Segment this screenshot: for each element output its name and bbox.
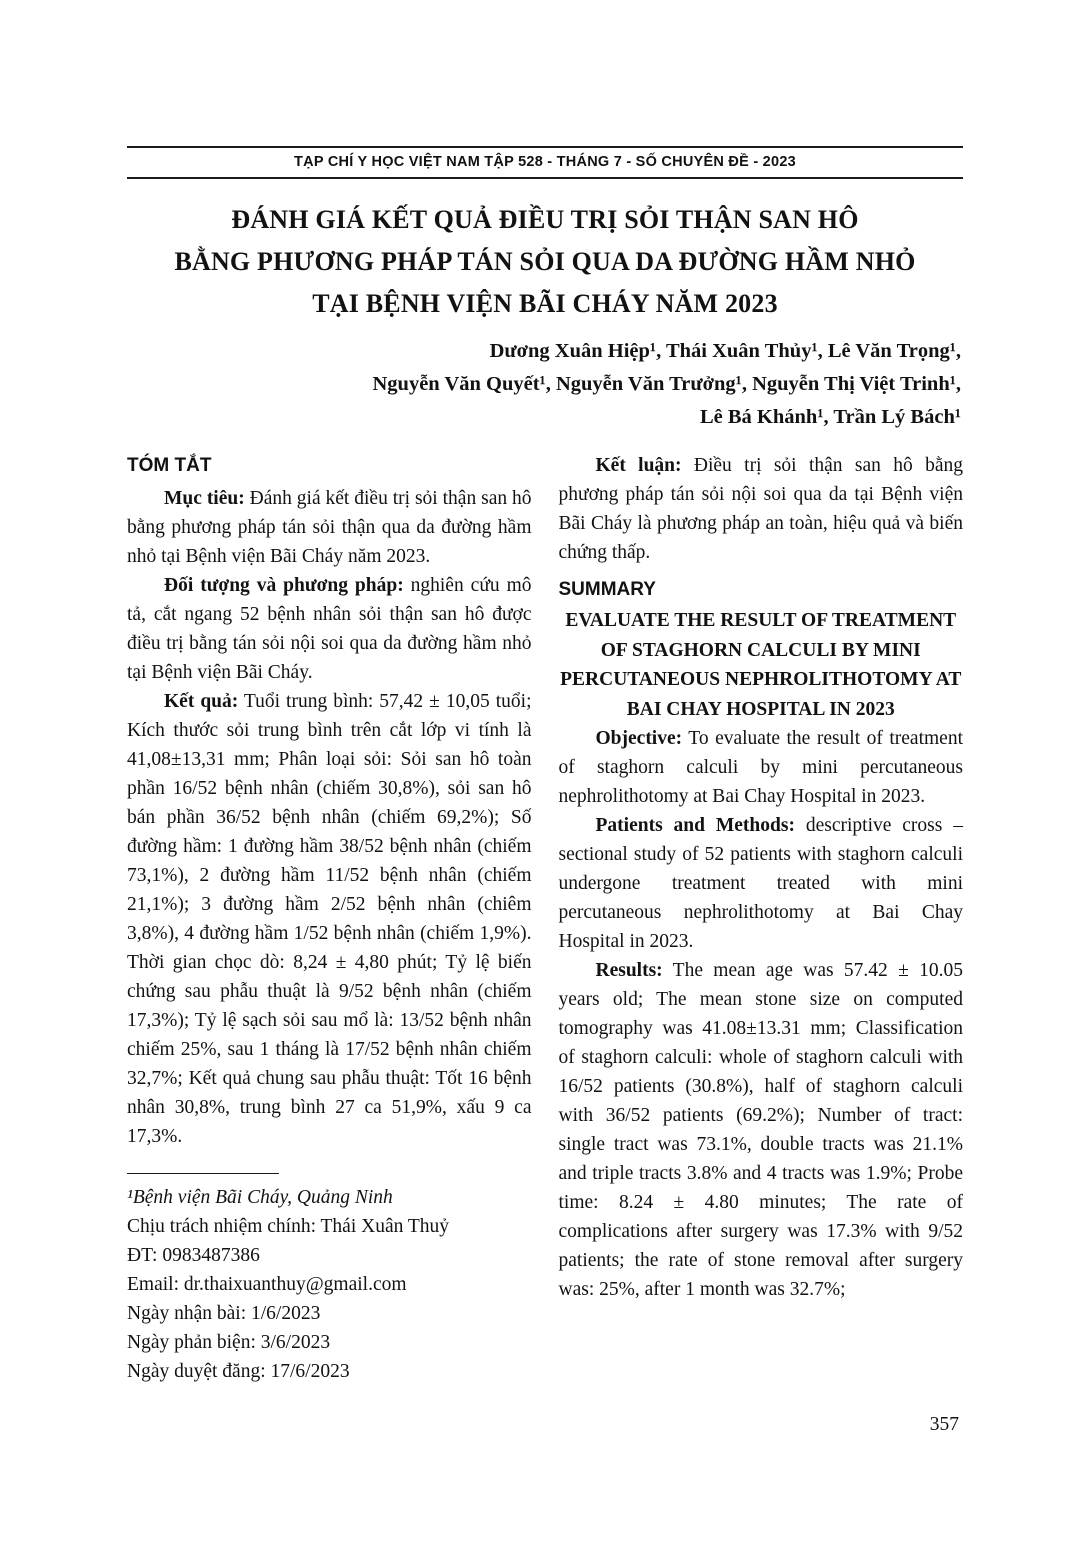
phone-line: ĐT: 0983487386 — [127, 1245, 260, 1266]
right-column — [559, 451, 964, 1304]
summary-methods-paragraph — [559, 811, 964, 956]
author-line-1: Dương Xuân Hiệp¹, Thái Xuân Thủy¹, Lê Văn Trọng¹, — [489, 340, 961, 362]
journal-running-head — [127, 146, 963, 179]
abstract-methods-paragraph — [127, 571, 532, 687]
journal-title-line: TẠP CHÍ Y HỌC VIỆT NAM TẬP 528 - THÁNG 7 - SỐ CHUYÊN ĐỀ - 2023 — [294, 154, 796, 170]
summary-results-label: Results: — [595, 960, 663, 981]
email-line: Email: dr.thaixuanthuy@gmail.com — [127, 1274, 407, 1295]
article-title-line-3: TẠI BỆNH VIỆN BÃI CHÁY NĂM 2023 — [312, 289, 778, 318]
abstract-methods-label: Đối tượng và phương pháp: — [164, 575, 404, 596]
reviewed-date-line: Ngày phản biện: 3/6/2023 — [127, 1332, 331, 1353]
two-column-body — [127, 451, 963, 1386]
article-title — [127, 199, 963, 325]
summary-results-paragraph — [559, 956, 964, 1304]
summary-methods-label: Patients and Methods: — [595, 815, 795, 836]
footnote-block — [127, 1173, 532, 1386]
article-title-line-1: ĐÁNH GIÁ KẾT QUẢ ĐIỀU TRỊ SỎI THẬN SAN HÔ — [231, 205, 859, 234]
abstract-conclusion-paragraph — [559, 451, 964, 567]
author-line-2: Nguyễn Văn Quyết¹, Nguyễn Văn Trưởng¹, Nguyễn Thị Việt Trinh¹, — [372, 373, 961, 395]
abstract-results-paragraph — [127, 687, 532, 1151]
author-affiliation: ¹Bệnh viện Bãi Cháy, Quảng Ninh — [127, 1187, 393, 1208]
footnote-separator-rule — [127, 1173, 279, 1174]
author-line-3: Lê Bá Khánh¹, Trần Lý Bách¹ — [699, 406, 961, 428]
received-date-line: Ngày nhận bài: 1/6/2023 — [127, 1303, 321, 1324]
summary-objective-label: Objective: — [595, 728, 683, 749]
summary-methods-text: descriptive cross – sectional study of 52 patients with staghorn calculi undergone treatment treated with mini percutaneous nephrolithotomy at Bai Chay Hospital in 2023. — [558, 815, 963, 952]
left-column — [127, 451, 532, 1386]
abstract-objective-paragraph — [127, 484, 532, 571]
abstract-results-label: Kết quả: — [164, 691, 239, 712]
page-number: 357 — [929, 1414, 959, 1435]
abstract-heading: TÓM TẮT — [127, 455, 212, 476]
abstract-results-text: Tuổi trung bình: 57,42 ± 10,05 tuổi; Kích thước sỏi trung bình trên cắt lớp vi tính là 41,08±13,31 mm; Phân loại sỏi: Sỏi san hô toàn phần 16/52 bệnh nhân (chiếm 30,8%), sỏi san hô bán phần 36/52 bệnh nhân (chiếm 69,2%); Số đường hầm: 1 đường hầm 38/52 bệnh nhân (chiếm 73,1%), 2 đường hầm 11/52 bệnh nhân (chiếm 21,1%); 3 đường hầm 2/52 bệnh nhân (chiêm 3,8%), 4 đường hầm 1/52 bệnh nhân (chiếm 1,9%). Thời gian chọc dò: 8,24 ± 4,80 phút; Tỷ lệ biến chứng sau phẫu thuật là 9/52 bệnh nhân (chiếm 17,3%); Tỷ lệ sạch sỏi sau mổ là: 13/52 bệnh nhân chiếm 25%, sau 1 tháng là 17/52 bệnh nhân chiếm 32,7%; Kết quả chung sau phẫu thuật: Tốt 16 bệnh nhân 30,8%, trung bình 27 ca 51,9%, xấu 9 ca 17,3%. — [127, 691, 532, 1147]
abstract-methods-text: nghiên cứu mô tả, cắt ngang 52 bệnh nhân sỏi thận san hô được điều trị bằng tán sỏi nội soi qua da đường hầm nhỏ tại Bệnh viện Bãi Cháy. — [127, 575, 532, 683]
author-list — [127, 335, 963, 434]
abstract-conclusion-label: Kết luận: — [595, 455, 682, 476]
summary-objective-text: To evaluate the result of treatment of staghorn calculi by mini percutaneous nephrolithotomy at Bai Chay Hospital in 2023. — [558, 728, 963, 807]
article-title-line-2: BẰNG PHƯƠNG PHÁP TÁN SỎI QUA DA ĐƯỜNG HẦM NHỎ — [174, 247, 916, 276]
summary-english-title: EVALUATE THE RESULT OF TREATMENT OF STAGHORN CALCULI BY MINI PERCUTANEOUS NEPHROLITHOTOMY AT BAI CHAY HOSPITAL IN 2023 — [560, 610, 962, 720]
abstract-objective-text: Đánh giá kết điều trị sỏi thận san hô bằng phương pháp tán sỏi thận qua da đường hầm nhỏ tại Bệnh viện Bãi Cháy năm 2023. — [127, 488, 532, 567]
accepted-date-line: Ngày duyệt đăng: 17/6/2023 — [127, 1361, 350, 1382]
page-content — [127, 146, 963, 1436]
summary-objective-paragraph — [559, 724, 964, 811]
header-rule-bottom — [127, 177, 963, 179]
summary-results-text: The mean age was 57.42 ± 10.05 years old; The mean stone size on computed tomography was 41.08±13.31 mm; Classification of staghorn calculi: whole of staghorn calculi with 16/52 patients (30.8%), half of staghorn calculi with 36/52 patients (69.2%); Number of tract: single tract was 73.1%, double tracts was 21.1% and triple tracts 3.8% and 4 tracts was 1.9%; Probe time: 8.24 ± 4.80 minutes; The rate of complications after surgery was 17.3% with 9/52 patients; the rate of stone removal after surgery was: 25%, after 1 month was 32.7%; — [558, 960, 963, 1300]
corresponding-author-line: Chịu trách nhiệm chính: Thái Xuân Thuỷ — [127, 1216, 450, 1237]
summary-heading: SUMMARY — [558, 579, 656, 600]
abstract-conclusion-text: Điều trị sỏi thận san hô bằng phương pháp tán sỏi nội soi qua da tại Bệnh viện Bãi Cháy là phương pháp an toàn, hiệu quả và biến chứng thấp. — [558, 455, 963, 563]
abstract-objective-label: Mục tiêu: — [164, 488, 245, 509]
